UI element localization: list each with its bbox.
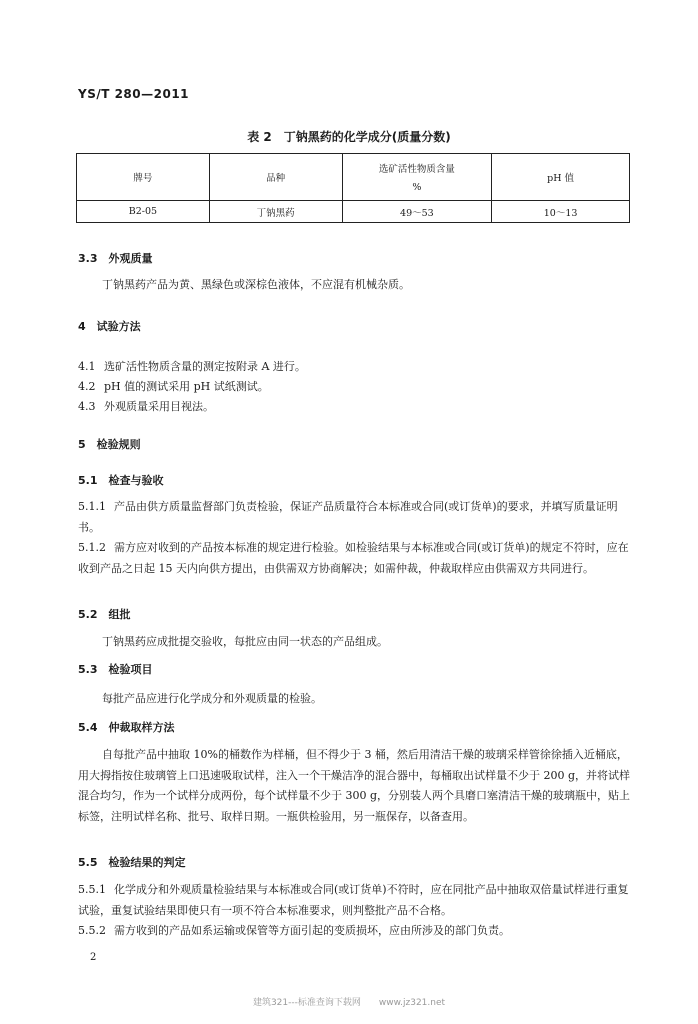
section-5-1-1-number: 5.1.1 bbox=[78, 500, 106, 513]
section-4-1-text: 选矿活性物质含量的测定按附录 A 进行。 bbox=[104, 360, 306, 373]
section-4-3-text: 外观质量采用目视法。 bbox=[104, 400, 214, 413]
section-4-3-number: 4.3 bbox=[78, 400, 96, 413]
section-5-3-text: 每批产品应进行化学成分和外观质量的检验。 bbox=[102, 692, 322, 705]
section-5-4-text: 自每批产品中抽取 10%的桶数作为样桶，但不得少于 3 桶，然后用清洁干燥的玻璃采样管徐徐插入近桶底，用大拇指按住玻璃管上口迅速吸取试样，注入一个干燥洁净的混合器中，每桶取出试样量不少于 200 g，并将试样混合均匀，作为一个试样分成两份，每个试样量不少于 300 g，分别装人两个具磨口塞清洁干燥的玻璃瓶中，贴上标签，注明试样名称、批号、取样日期。一瓶供检验用，另一瓶保存，以备查用。 bbox=[78, 748, 631, 823]
section-4-2-text: pH 值的测试采用 pH 试纸测试。 bbox=[104, 380, 269, 393]
section-4-title: 4 试验方法 bbox=[78, 320, 141, 333]
section-4-1-number: 4.1 bbox=[78, 360, 96, 373]
section-4-2-number: 4.2 bbox=[78, 380, 96, 393]
standard-number: YS/T 280—2011 bbox=[78, 87, 190, 101]
section-5-4-title: 5.4 仲裁取样方法 bbox=[78, 721, 175, 734]
section-5-title: 5 检验规则 bbox=[78, 438, 141, 451]
section-5-5-1-number: 5.5.1 bbox=[78, 883, 106, 896]
section-5-5-title: 5.5 检验结果的判定 bbox=[78, 856, 186, 869]
footer-watermark: 建筑321---标准查询下载网 www.jz321.net bbox=[252, 998, 446, 1008]
header-active-content-label: 选矿活性物质含量 bbox=[378, 164, 455, 175]
section-5-1-2 bbox=[78, 538, 634, 579]
cell-ph: 10～13 bbox=[492, 201, 630, 223]
header-variety: 品种 bbox=[209, 154, 342, 201]
section-5-5-1-text: 化学成分和外观质量检验结果与本标准或合同(或订货单)不符时，应在同批产品中抽取双倍量试样进行重复试验，重复试验结果即使只有一项不符合本标准要求，则判整批产品不合格。 bbox=[78, 883, 629, 917]
section-5-1-1 bbox=[78, 497, 634, 538]
header-active-content bbox=[342, 154, 492, 201]
section-5-2-title: 5.2 组批 bbox=[78, 608, 131, 621]
chemical-composition-table bbox=[76, 153, 630, 223]
section-5-2-text: 丁钠黑药应成批提交验收，每批应由同一状态的产品组成。 bbox=[102, 635, 388, 648]
table-row bbox=[77, 201, 630, 223]
section-5-5-1 bbox=[78, 880, 634, 921]
section-3-3-text: 丁钠黑药产品为黄、黑绿色或深棕色液体，不应混有机械杂质。 bbox=[102, 278, 410, 291]
section-4-2 bbox=[78, 378, 269, 394]
cell-grade: B2-05 bbox=[77, 201, 210, 223]
header-grade: 牌号 bbox=[77, 154, 210, 201]
section-4-1 bbox=[78, 358, 306, 374]
header-ph: pH 值 bbox=[492, 154, 630, 201]
cell-active-content: 49～53 bbox=[342, 201, 492, 223]
section-5-1-1-text: 产品由供方质量监督部门负责检验，保证产品质量符合本标准或合同(或订货单)的要求，并填写质量证明书。 bbox=[78, 500, 618, 534]
section-3-3-title: 3.3 外观质量 bbox=[78, 252, 153, 265]
section-5-1-2-text: 需方应对收到的产品按本标准的规定进行检验。如检验结果与本标准或合同(或订货单)的规定不符时，应在收到产品之日起 15 天内向供方提出，由供需双方协商解决；如需仲裁，仲裁取样应由供需双方共同进行。 bbox=[78, 541, 629, 575]
section-5-5-2 bbox=[78, 921, 634, 942]
table-header-row bbox=[77, 154, 630, 201]
section-5-1-2-number: 5.1.2 bbox=[78, 541, 106, 554]
section-4-3 bbox=[78, 398, 214, 414]
section-5-5-2-number: 5.5.2 bbox=[78, 924, 106, 937]
header-active-content-unit: % bbox=[412, 182, 422, 193]
section-5-5-2-text: 需方收到的产品如系运输或保管等方面引起的变质损坏，应由所涉及的部门负责。 bbox=[114, 924, 510, 937]
table-caption: 表 2 丁钠黑药的化学成分(质量分数) bbox=[247, 130, 451, 144]
cell-variety: 丁钠黑药 bbox=[209, 201, 342, 223]
section-5-1-title: 5.1 检查与验收 bbox=[78, 474, 164, 487]
section-5-3-title: 5.3 检验项目 bbox=[78, 663, 153, 676]
page-number: 2 bbox=[90, 952, 97, 963]
